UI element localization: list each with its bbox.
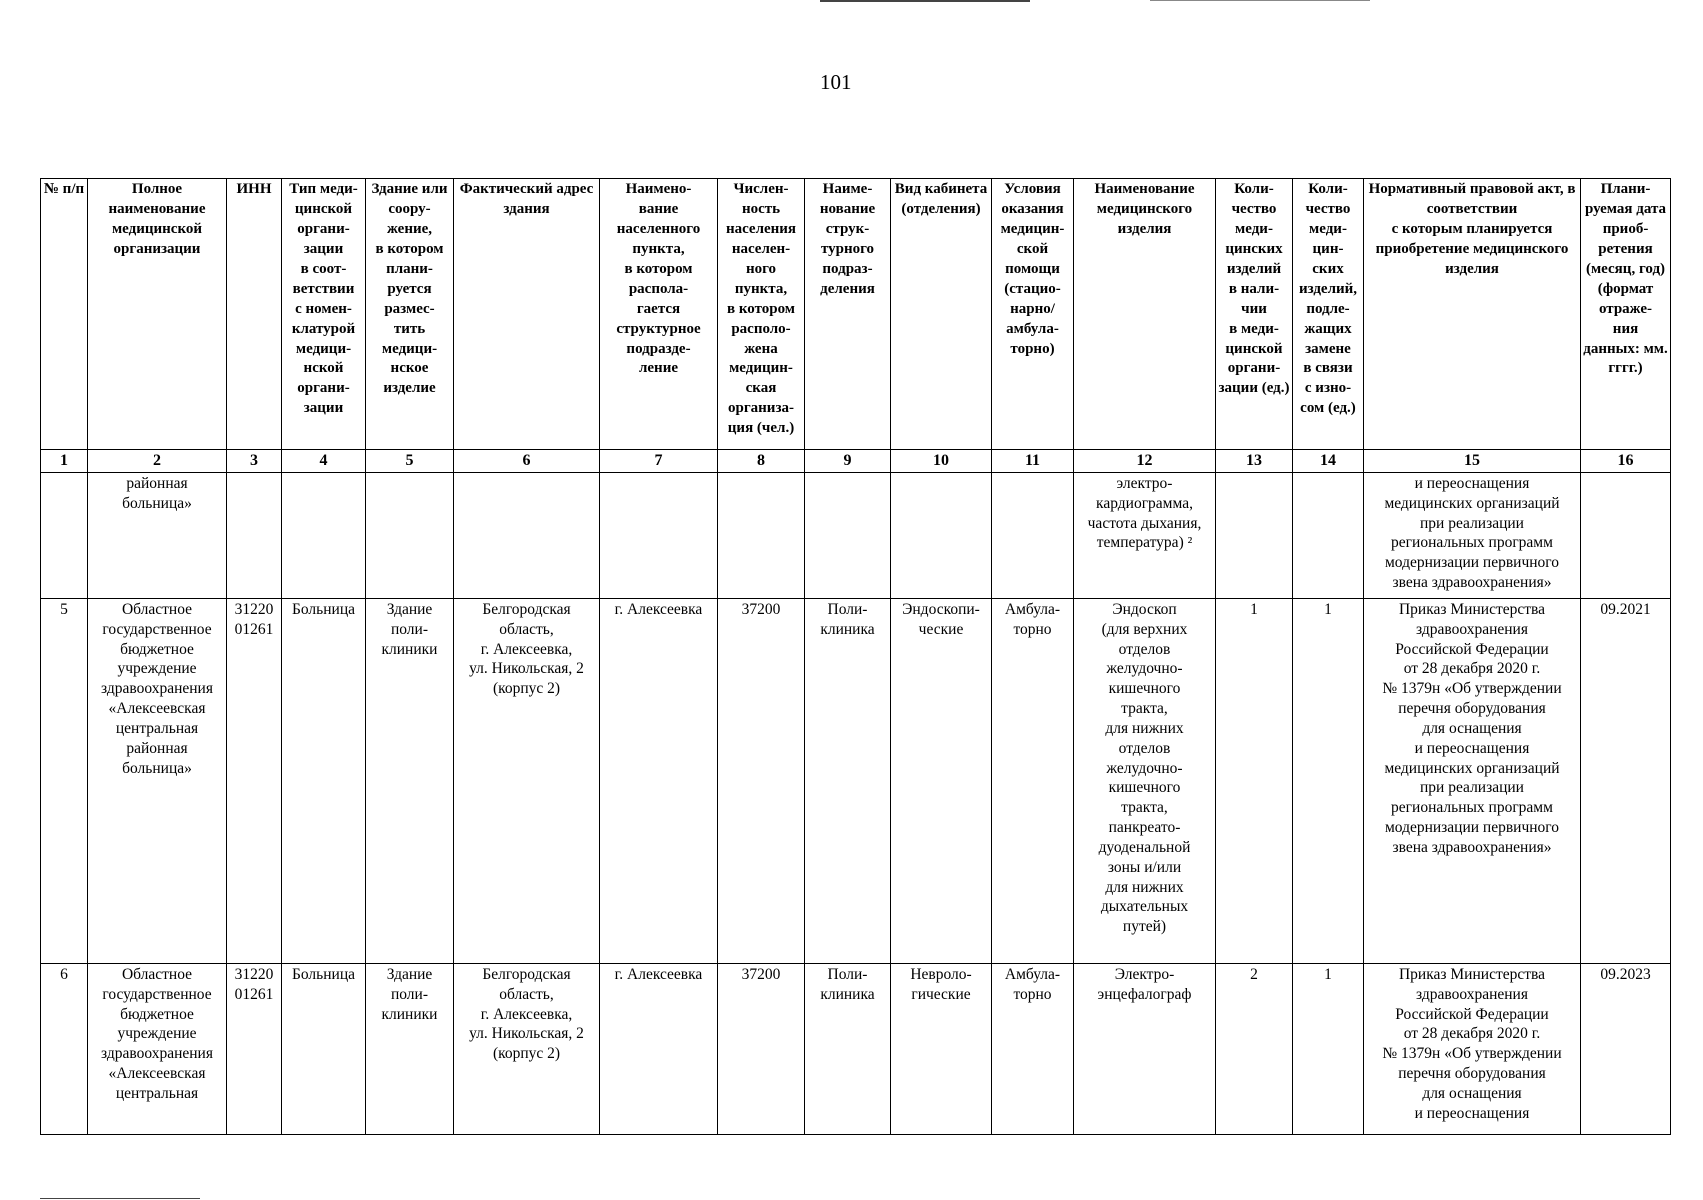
devices-to-replace-cell: 1 [1293, 964, 1364, 1135]
purchase-date-cell [1581, 473, 1671, 599]
devices-to-replace-cell: 1 [1293, 599, 1364, 964]
cabinet-type-cell: Эндоскопи- ческие [891, 599, 992, 964]
table-row [41, 964, 1671, 1135]
column-number: 2 [88, 450, 227, 473]
header-cell: Вид кабинета (отделения) [891, 179, 992, 450]
column-number: 10 [891, 450, 992, 473]
footnote-separator [40, 1198, 200, 1199]
column-number: 14 [1293, 450, 1364, 473]
column-number: 9 [805, 450, 891, 473]
devices-to-replace-cell [1293, 473, 1364, 599]
column-number: 7 [600, 450, 718, 473]
medical-equipment-table [40, 178, 1671, 1135]
column-number: 3 [227, 450, 282, 473]
address-cell: Белгородская область, г. Алексеевка, ул. Никольская, 2 (корпус 2) [454, 964, 600, 1135]
devices-available-cell: 2 [1216, 964, 1293, 1135]
organization-name-cell: Областное государственное бюджетное учреждение здравоохранения «Алексеевская центральная [88, 964, 227, 1135]
org-type-cell [282, 473, 366, 599]
population-cell: 37200 [718, 964, 805, 1135]
purchase-date-cell: 09.2021 [1581, 599, 1671, 964]
purchase-date-cell: 09.2023 [1581, 964, 1671, 1135]
header-cell: Нормативный правовой акт, в соответствии с которым планируется приобретение медицинского изделия [1364, 179, 1581, 450]
building-cell: Здание поли- клиники [366, 599, 454, 964]
legal-act-cell: и переоснащения медицинских организаций при реализации региональных программ модернизации первичного звена здравоохранения» [1364, 473, 1581, 599]
header-cell: № п/п [41, 179, 88, 450]
legal-act-cell: Приказ Министерства здравоохранения Российской Федерации от 28 декабря 2020 г. № 1379н «Об утверждении перечня оборудования для оснащения и переоснащения медицинских организаций при реализации региональных программ модернизации первичного звена здравоохранения» [1364, 599, 1581, 964]
header-cell: Условия оказания медицин- ской помощи (стацио- нарно/ амбула- торно) [992, 179, 1074, 450]
header-cell: Коли- чество меди- цин- ских изделий, подле- жащих замене в связи с изно- сом (ед.) [1293, 179, 1364, 450]
column-number: 4 [282, 450, 366, 473]
column-number: 13 [1216, 450, 1293, 473]
care-conditions-cell: Амбула- торно [992, 599, 1074, 964]
top-scan-line [820, 0, 1030, 2]
inn-cell [227, 473, 282, 599]
column-number-row [41, 450, 1671, 473]
column-number: 6 [454, 450, 600, 473]
locality-cell: г. Алексеевка [600, 964, 718, 1135]
org-type-cell: Больница [282, 964, 366, 1135]
page-number: 101 [820, 70, 852, 94]
header-cell: Плани- руемая дата приоб- ретения (месяц, год) (формат отраже- ния данных: мм. гггг.) [1581, 179, 1671, 450]
header-cell: ИНН [227, 179, 282, 450]
header-cell: Наименование медицинского изделия [1074, 179, 1216, 450]
header-cell: Числен- ность населения населен- ного пункта, в котором располо- жена медицин- ская организа- ция (чел.) [718, 179, 805, 450]
population-cell: 37200 [718, 599, 805, 964]
care-conditions-cell: Амбула- торно [992, 964, 1074, 1135]
subdivision-cell: Поли- клиника [805, 964, 891, 1135]
organization-name-cell: Областное государственное бюджетное учреждение здравоохранения «Алексеевская центральная районная больница» [88, 599, 227, 964]
devices-available-cell [1216, 473, 1293, 599]
row-number-cell [41, 473, 88, 599]
header-cell: Здание или соору- жение, в котором плани- руется размес- тить медици- нское изделие [366, 179, 454, 450]
row-number-cell: 6 [41, 964, 88, 1135]
org-type-cell: Больница [282, 599, 366, 964]
top-scan-line-right [1150, 0, 1370, 1]
subdivision-cell [805, 473, 891, 599]
header-cell: Фактический адрес здания [454, 179, 600, 450]
column-number: 1 [41, 450, 88, 473]
header-cell: Наиме- нование струк- турного подраз- деления [805, 179, 891, 450]
table-row [41, 599, 1671, 964]
devices-available-cell: 1 [1216, 599, 1293, 964]
device-name-cell: Эндоскоп (для верхних отделов желудочно- кишечного тракта, для нижних отделов желудочно- кишечного тракта, панкреато- дуоденальной зоны и/или для нижних дыхательных путей) [1074, 599, 1216, 964]
column-number: 12 [1074, 450, 1216, 473]
table-row [41, 473, 1671, 599]
cabinet-type-cell [891, 473, 992, 599]
care-conditions-cell [992, 473, 1074, 599]
population-cell [718, 473, 805, 599]
row-number-cell: 5 [41, 599, 88, 964]
device-name-cell: электро- кардиограмма, частота дыхания, температура) ² [1074, 473, 1216, 599]
inn-cell: 31220 01261 [227, 599, 282, 964]
header-cell: Коли- чество меди- цинских изделий в нали- чии в меди- цинской органи- зации (ед.) [1216, 179, 1293, 450]
column-number: 5 [366, 450, 454, 473]
building-cell [366, 473, 454, 599]
header-cell: Тип меди- цинской органи- зации в соот- ветствии с номен- клатурой медици- нской органи- зации [282, 179, 366, 450]
cabinet-type-cell: Невроло- гические [891, 964, 992, 1135]
header-cell: Наимено- вание населенного пункта, в котором распола- гается структурное подразде- ление [600, 179, 718, 450]
legal-act-cell: Приказ Министерства здравоохранения Российской Федерации от 28 декабря 2020 г. № 1379н «Об утверждении перечня оборудования для оснащения и переоснащения [1364, 964, 1581, 1135]
locality-cell: г. Алексеевка [600, 599, 718, 964]
subdivision-cell: Поли- клиника [805, 599, 891, 964]
address-cell [454, 473, 600, 599]
organization-name-cell: районная больница» [88, 473, 227, 599]
column-number: 16 [1581, 450, 1671, 473]
locality-cell [600, 473, 718, 599]
column-number: 8 [718, 450, 805, 473]
device-name-cell: Электро- энцефалограф [1074, 964, 1216, 1135]
column-number: 15 [1364, 450, 1581, 473]
address-cell: Белгородская область, г. Алексеевка, ул. Никольская, 2 (корпус 2) [454, 599, 600, 964]
column-number: 11 [992, 450, 1074, 473]
building-cell: Здание поли- клиники [366, 964, 454, 1135]
header-row [41, 179, 1671, 450]
header-cell: Полное наименование медицинской организации [88, 179, 227, 450]
inn-cell: 31220 01261 [227, 964, 282, 1135]
